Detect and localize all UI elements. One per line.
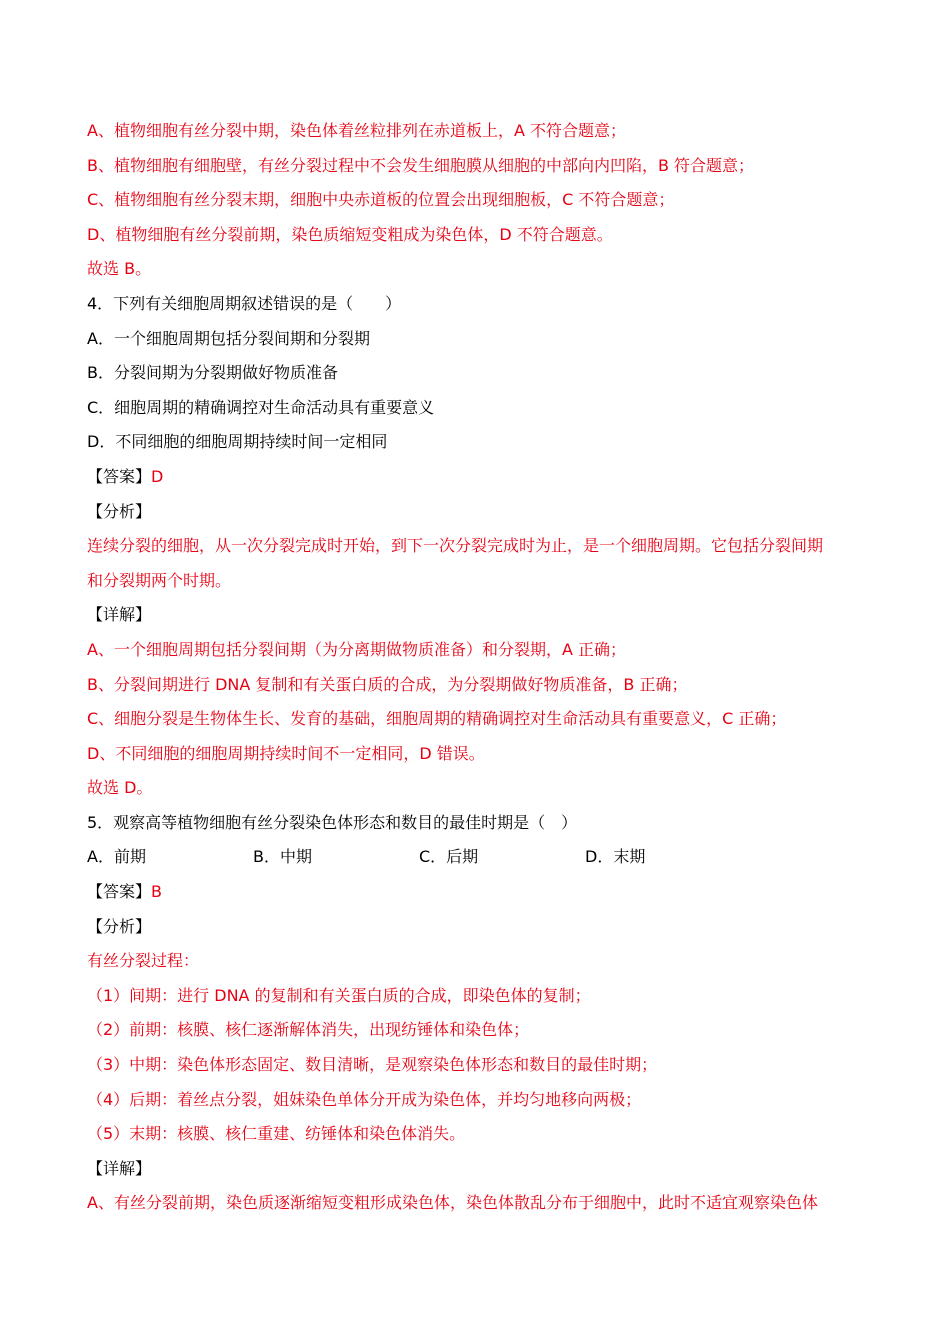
q5-answer-value: B <box>151 882 162 902</box>
q4-detail-label: 【详解】 <box>87 605 152 625</box>
q5-analysis-item-1: （1）间期：进行 DNA 的复制和有关蛋白质的合成，即染色体的复制； <box>87 985 591 1005</box>
q5-option-d: D．末期 <box>585 847 646 867</box>
q4-analysis-label: 【分析】 <box>87 501 152 521</box>
q5-analysis-intro: 有丝分裂过程： <box>87 951 200 971</box>
q4-detail-a: A、一个细胞周期包括分裂间期（为分离期做物质准备）和分裂期，A 正确； <box>87 639 626 659</box>
q5-detail-a: A、有丝分裂前期，染色质逐渐缩短变粗形成染色体，染色体散乱分布于细胞中，此时不适宜观察染色体 <box>87 1193 818 1213</box>
q4-option-b: B．分裂间期为分裂期做好物质准备 <box>87 363 338 383</box>
q4-analysis-line-1: 连续分裂的细胞，从一次分裂完成时开始，到下一次分裂完成时为止，是一个细胞周期。它包括分裂间期 <box>87 536 824 556</box>
sec3-detail-a: A、植物细胞有丝分裂中期，染色体着丝粒排列在赤道板上，A 不符合题意； <box>87 121 626 140</box>
q5-options <box>87 840 867 875</box>
q4-option-c: C．细胞周期的精确调控对生命活动具有重要意义 <box>87 397 435 417</box>
sec3-detail-d: D、植物细胞有丝分裂前期，染色质缩短变粗成为染色体，D 不符合题意。 <box>87 224 613 244</box>
q4-analysis-line-2: 和分裂期两个时期。 <box>87 570 232 590</box>
q5-analysis-item-2: （2）前期：核膜、核仁逐渐解体消失，出现纺锤体和染色体； <box>87 1020 530 1040</box>
q4-detail-d: D、不同细胞的细胞周期持续时间不一定相同，D 错误。 <box>87 743 485 763</box>
q5-option-c: C．后期 <box>419 847 479 867</box>
q5-detail-label: 【详解】 <box>87 1158 152 1178</box>
sec3-choose: 故选 B。 <box>87 259 152 279</box>
q5-question: 5．观察高等植物细胞有丝分裂染色体形态和数目的最佳时期是（ ） <box>87 812 578 832</box>
q5-answer <box>87 875 867 910</box>
sec3-detail-b: B、植物细胞有细胞壁，有丝分裂过程中不会发生细胞膜从细胞的中部向内凹陷，B 符合题意； <box>87 155 755 175</box>
q5-analysis-item-3: （3）中期：染色体形态固定、数目清晰，是观察染色体形态和数目的最佳时期； <box>87 1055 658 1075</box>
q4-answer <box>87 460 867 495</box>
q4-detail-b: B、分裂间期进行 DNA 复制和有关蛋白质的合成，为分裂期做好物质准备，B 正确； <box>87 674 688 694</box>
q5-analysis-item-4: （4）后期：着丝点分裂，姐妹染色单体分开成为染色体，并均匀地移向两极； <box>87 1089 642 1109</box>
q5-option-b: B．中期 <box>253 847 312 867</box>
q4-answer-label: 【答案】 <box>87 466 152 486</box>
q4-option-d: D．不同细胞的细胞周期持续时间一定相同 <box>87 432 388 452</box>
sec3-detail-c: C、植物细胞有丝分裂末期，细胞中央赤道板的位置会出现细胞板，C 不符合题意； <box>87 190 675 210</box>
q4-answer-value: D <box>151 466 164 486</box>
q5-analysis-label: 【分析】 <box>87 916 152 936</box>
q5-option-a: A．前期 <box>87 847 146 867</box>
document-page <box>87 114 867 1221</box>
q4-option-a: A．一个细胞周期包括分裂间期和分裂期 <box>87 328 370 348</box>
q5-answer-label: 【答案】 <box>87 882 152 902</box>
q4-choose: 故选 D。 <box>87 778 153 798</box>
q4-question: 4．下列有关细胞周期叙述错误的是（ ） <box>87 293 402 313</box>
q4-detail-c: C、细胞分裂是生物体生长、发育的基础，细胞周期的精确调控对生命活动具有重要意义，C 正确； <box>87 709 787 729</box>
q5-analysis-item-5: （5）末期：核膜、核仁重建、纺锤体和染色体消失。 <box>87 1124 466 1144</box>
